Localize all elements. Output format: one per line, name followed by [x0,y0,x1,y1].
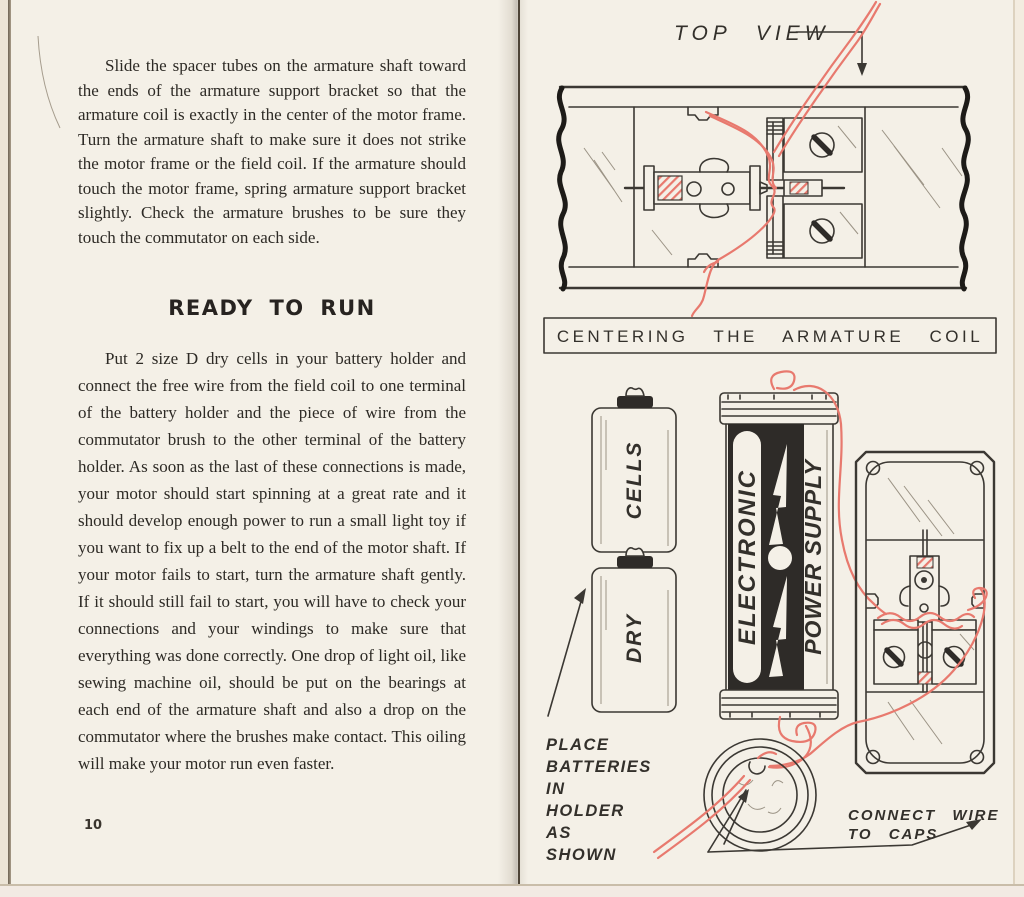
center-gutter-line [518,0,520,886]
holder-label-power-supply: POWER SUPPLY [800,459,826,655]
left-page-edge [0,0,8,884]
paper-scratch [20,28,80,148]
armature-coil [644,159,760,218]
label-line: IN [546,780,566,798]
label-line: SHOWN [546,846,617,864]
dry-cells-drawing [548,388,676,716]
caption-box [544,318,996,353]
label-line: HOLDER [546,802,625,820]
clip-right [939,586,949,606]
connect-wire-label [848,807,1000,843]
battery-pointer-line [548,598,582,716]
top-view-label: TOP VIEW [674,22,830,45]
holder-bottom-cap [720,690,838,719]
plate-armature-assembly [874,530,976,692]
battery-arrow-icon [574,588,586,604]
body-paragraph-1: Slide the spacer tubes on the armature shaft toward the ends of the armature support bracket so that the armature coil is exactly in the center of the motor frame. Turn the armature shaft to make sure it does not strike the motor frame or the field coil. If the armature should touch the motor frame, spring armature support bracket slightly. Check the armature brushes to be sure they touch the commutator on each side. [78,56,466,247]
top-view-drawing [559,2,969,316]
holder-top-cap [720,393,838,424]
battery-top [592,388,676,552]
body-paragraph-2: Put 2 size D dry cells in your battery holder and connect the free wire from the field coil to one terminal of the battery holder and the piece of wire from the commutator brush to the other terminal of the battery holder. As soon as the last of these connections is made, your motor should start spinning at a great rate and it should develop enough power to run a small light toy if you want to fix up a belt to the end of the motor shaft. If your motor fails to start, turn the armature shaft gently. If it should still fail to start, you will have to check your connections and your windings to make sure that everything was done correctly. One drop of light oil, like sewing machine oil, should be put on the bearings at each end of the armature shaft and also a drop on the commutator where the brushes make contact. This oiling will make your motor run even faster. [78,349,466,773]
label-line: CONNECT WIRE [848,807,1000,824]
battery-bottom-label: DRY [623,613,646,663]
top-view-arrow-icon [857,63,867,76]
page-number: 10 [84,818,103,833]
label-line: BATTERIES [546,758,652,776]
label-line: PLACE [546,736,610,754]
annotations [545,736,1000,864]
cap-hook [749,762,765,774]
spring-clip-bottom [700,204,729,218]
battery-top-label: CELLS [623,440,646,520]
holder-center-dot [768,546,792,570]
stand-line [708,790,746,852]
battery-terminal-cap [626,388,644,396]
caption-text: CENTERING THE ARMATURE COIL [556,327,984,346]
label-line: AS [546,824,572,842]
label-line: TO CAPS [848,826,939,843]
spring-clip-top [700,159,729,173]
right-page-illustrations [522,0,1024,897]
section-heading: READY TO RUN [168,296,376,320]
battery-terminal-cap [626,548,644,556]
power-supply-holder [720,371,874,767]
battery-bottom [592,548,676,712]
holder-label-electronic: ELECTRONIC [734,469,761,645]
clip-left [900,586,910,606]
place-batteries-label [545,736,652,864]
left-page-edge-line [8,0,11,884]
